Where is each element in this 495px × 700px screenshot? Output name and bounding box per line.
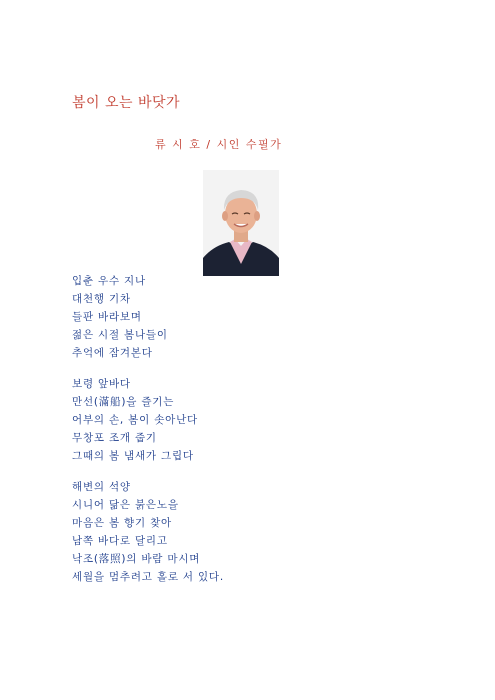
poem-line: 그때의 봄 냄새가 그립다 bbox=[72, 450, 194, 462]
poem-line: 보령 앞바다 bbox=[72, 378, 131, 390]
poem-line: 마음은 봄 향기 찾아 bbox=[72, 517, 172, 529]
poem-title: 봄이 오는 바닷가 bbox=[72, 95, 181, 111]
stanza-2 bbox=[72, 375, 452, 465]
poem-line: 해변의 석양 bbox=[72, 481, 131, 493]
poem-line: 젊은 시절 봄나들이 bbox=[72, 329, 168, 341]
poem-body bbox=[72, 272, 452, 599]
poem-line: 남쪽 바다로 달리고 bbox=[72, 535, 168, 547]
stanza-3 bbox=[72, 478, 452, 586]
poem-line: 만선(滿船)을 즐기는 bbox=[72, 396, 175, 408]
stanza-1 bbox=[72, 272, 452, 362]
poem-line: 들판 바라보며 bbox=[72, 311, 142, 323]
poem-line: 대천행 기차 bbox=[72, 293, 131, 305]
poem-line: 어부의 손, 봄이 솟아난다 bbox=[72, 414, 198, 426]
poem-line: 무창포 조개 줍기 bbox=[72, 432, 157, 444]
author-byline: 류 시 호 / 시인 수필가 bbox=[155, 138, 283, 151]
poem-line: 시니어 닮은 붉은노을 bbox=[72, 499, 179, 511]
poem-line: 입춘 우수 지나 bbox=[72, 275, 146, 287]
poem-line: 추억에 잠겨본다 bbox=[72, 347, 153, 359]
poem-line: 세월을 멈추려고 홀로 서 있다. bbox=[72, 571, 225, 583]
poem-line: 낙조(落照)의 바람 마시며 bbox=[72, 553, 201, 565]
author-photo bbox=[203, 170, 279, 276]
